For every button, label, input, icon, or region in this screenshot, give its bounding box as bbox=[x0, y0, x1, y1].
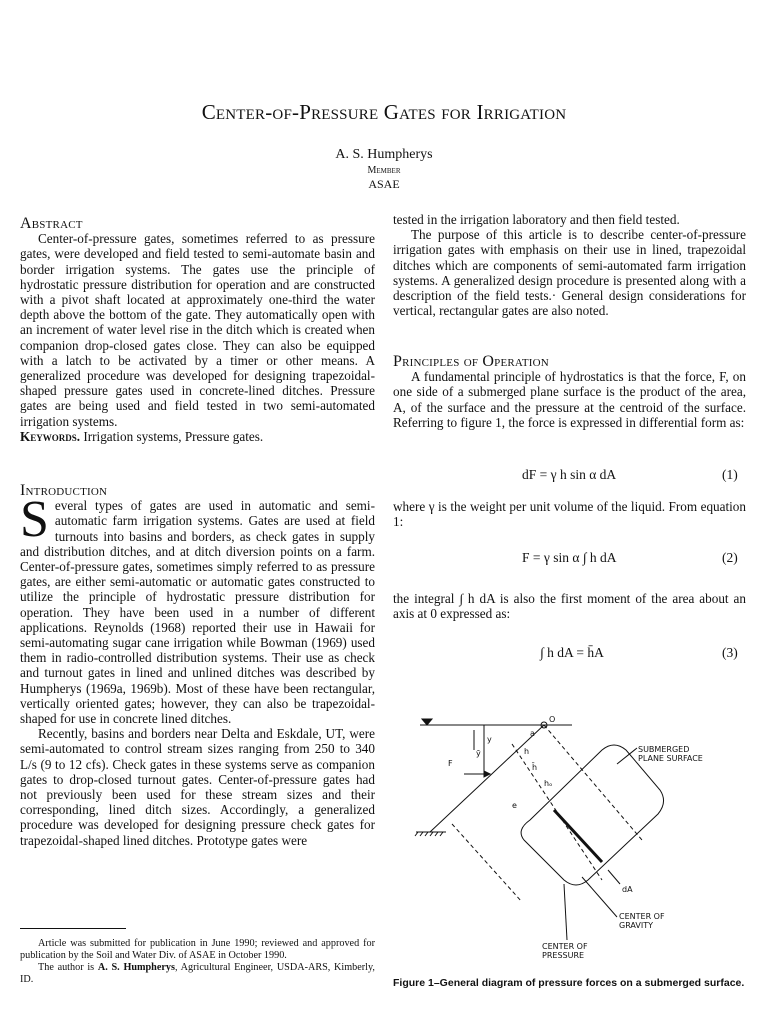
dashed-guide-3 bbox=[452, 824, 522, 902]
water-surface-marker bbox=[422, 719, 432, 725]
introduction-paragraph-2: Recently, basins and borders near Delta and Eskdale, UT, were semi-automated to control stream sizes ranging from 250 to 340 L/s (9 to 12 cfs). Check gates in these systems serve as companion gates to drop-closed turnout gates. Center-of-pressure gates had not previously been used for these stream sizes and their corresponding, lined ditch sizes. Accordingly, a generalized procedure was developed for designing pressure check gates for trapezoidal-shaped lined ditches. Prototype gates were bbox=[20, 726, 375, 848]
equation-2: F = γ sin α ∫ h dA bbox=[522, 550, 617, 565]
integral-paragraph bbox=[393, 591, 746, 621]
purpose-paragraph: The purpose of this article is to describe center-of-pressure irrigation gates with emphasis on their use in lined, trapezoidal ditches which are components of semi-automated farm irrigation systems. A generalized design procedure is presented along with a description of the field tests.· General design considerations for vertical, rectangular gates are also noted. bbox=[393, 227, 746, 319]
label-center-of-pressure-1: CENTER OF bbox=[542, 942, 588, 951]
footnote-author-name: A. S. Humpherys bbox=[97, 962, 175, 973]
right-column-top bbox=[393, 212, 746, 318]
label-plane-surface: PLANE SURFACE bbox=[638, 754, 703, 763]
leader-center-pressure bbox=[564, 884, 567, 940]
label-e: e bbox=[512, 801, 517, 810]
equation-3: ∫ h dA = h̄A bbox=[540, 645, 604, 660]
continued-text: tested in the irrigation laboratory and then field tested. bbox=[393, 212, 680, 227]
author-membership: Member bbox=[367, 165, 401, 176]
label-center-of-gravity-2: GRAVITY bbox=[619, 921, 653, 930]
footnote-author bbox=[20, 962, 375, 986]
label-y: y bbox=[487, 735, 492, 744]
footnotes bbox=[20, 938, 375, 986]
equation-1: dF = γ h sin α dA bbox=[522, 467, 617, 482]
introduction-paragraph-1-text: everal types of gates are used in automatic and semi-automatic farm irrigation systems. Gates are used at field turnouts into basins and borders, as check gates in supply and distribution ditches, and at ditch diversion points on a farm. Center-of-pressure gates, sometimes simply referred to as pressure gates, are either semi-automatic or automatic gates constructed to utilize the principle of hydrostatic pressure distribution for operation. They have been used in a number of different applications. Reynolds (1968) reported their use in Hawaii for semi-automating sugar cane irrigation while Bowman (1969) used them in radio-controlled distribution systems. Their use as check and turnout gates in lined and unlined ditches was described by Humpherys (1969a, 1969b). Most of these have been rectangular, vertically oriented gates; however, they can also be trapezoidal-shaped for use in concrete lined ditches. bbox=[20, 498, 375, 727]
dashed-guide-1 bbox=[544, 725, 642, 840]
label-submerged: SUBMERGED bbox=[638, 745, 690, 754]
label-O: O bbox=[549, 715, 556, 724]
da-strip bbox=[554, 810, 602, 862]
principles-heading: Principles of Operation bbox=[393, 353, 549, 370]
label-h: h bbox=[524, 747, 530, 756]
author-name: A. S. Humpherys bbox=[335, 147, 433, 162]
abstract-heading: Abstract bbox=[20, 215, 83, 232]
drop-cap: S bbox=[20, 491, 49, 549]
integral-text: the integral ∫ h dA is also the first moment of the area about an axis at 0 expressed as: bbox=[393, 591, 746, 622]
paper-title: Center-of-Pressure Gates for Irrigation bbox=[201, 100, 567, 124]
where-paragraph bbox=[393, 499, 746, 529]
abstract-text: Center-of-pressure gates, sometimes referred to as pressure gates, were developed and field tested to semi-automate basin and border irrigation systems. The gates use the principle of hydrostatic pressure distribution for operation and are constructed with a pivot shaft located at approximately one-third the water depth above the bottom of the gate. They automatically open with an increment of water level rise in the ditch which is created when companion drop-closed gates close. They can also be equipped with a latch to be activated by a timer or other means. A generalized procedure was developed for designing trapezoidal-shaped pressure gates used in concrete-lined ditches. Pressure gates are being used and field tested in two semi-automated irrigation systems. bbox=[20, 231, 375, 429]
submerged-plane-surface bbox=[521, 745, 663, 885]
label-da: dA bbox=[622, 885, 633, 894]
abstract-section bbox=[20, 216, 375, 444]
equation-3-number: (3) bbox=[722, 645, 738, 660]
keywords-line bbox=[20, 429, 375, 444]
leader-submerged bbox=[617, 748, 637, 764]
where-text: where γ is the weight per unit volume of the liquid. From equation 1: bbox=[393, 499, 746, 530]
figure-1-diagram bbox=[412, 712, 732, 967]
leader-da bbox=[608, 870, 620, 884]
label-F: F bbox=[448, 759, 453, 768]
label-center-of-pressure-2: PRESSURE bbox=[542, 951, 585, 960]
footnote-author-prefix: The author is bbox=[38, 962, 98, 973]
principles-paragraph: A fundamental principle of hydrostatics is that the force, F, on one side of a submerged plane surface is the product of the area, A, of the surface and the pressure at the centroid of the surface. Referring to figure 1, the force is expressed in differential form as: bbox=[393, 369, 746, 430]
principles-section bbox=[393, 354, 746, 430]
label-ho: hₒ bbox=[544, 779, 553, 788]
footnote-rule bbox=[20, 928, 126, 929]
introduction-section bbox=[20, 483, 375, 848]
keywords-label: Keywords. bbox=[20, 428, 81, 444]
introduction-paragraph-1 bbox=[20, 491, 375, 727]
leader-center-gravity bbox=[582, 877, 617, 917]
author-society: ASAE bbox=[368, 177, 400, 191]
label-ybar: ȳ bbox=[476, 749, 481, 758]
introduction-heading: Introduction bbox=[20, 482, 108, 499]
label-center-of-gravity-1: CENTER OF bbox=[619, 912, 665, 921]
footnote-submission: Article was submitted for publication in June 1990; reviewed and approved for publication by the Soil and Water Div. of ASAE in October 1990. bbox=[20, 938, 375, 961]
footnote-author-suffix: , Agricultural Engineer, USDA-ARS, Kimberly, ID. bbox=[20, 962, 375, 985]
ground-hatch bbox=[415, 832, 443, 836]
equation-2-number: (2) bbox=[722, 550, 738, 565]
label-hbar: h̄ bbox=[532, 763, 538, 772]
equation-1-number: (1) bbox=[722, 467, 738, 482]
label-a: a bbox=[530, 729, 535, 738]
keywords-text: Irrigation systems, Pressure gates. bbox=[83, 428, 264, 444]
figure-1-caption: Figure 1–General diagram of pressure forces on a submerged surface. bbox=[393, 977, 745, 989]
